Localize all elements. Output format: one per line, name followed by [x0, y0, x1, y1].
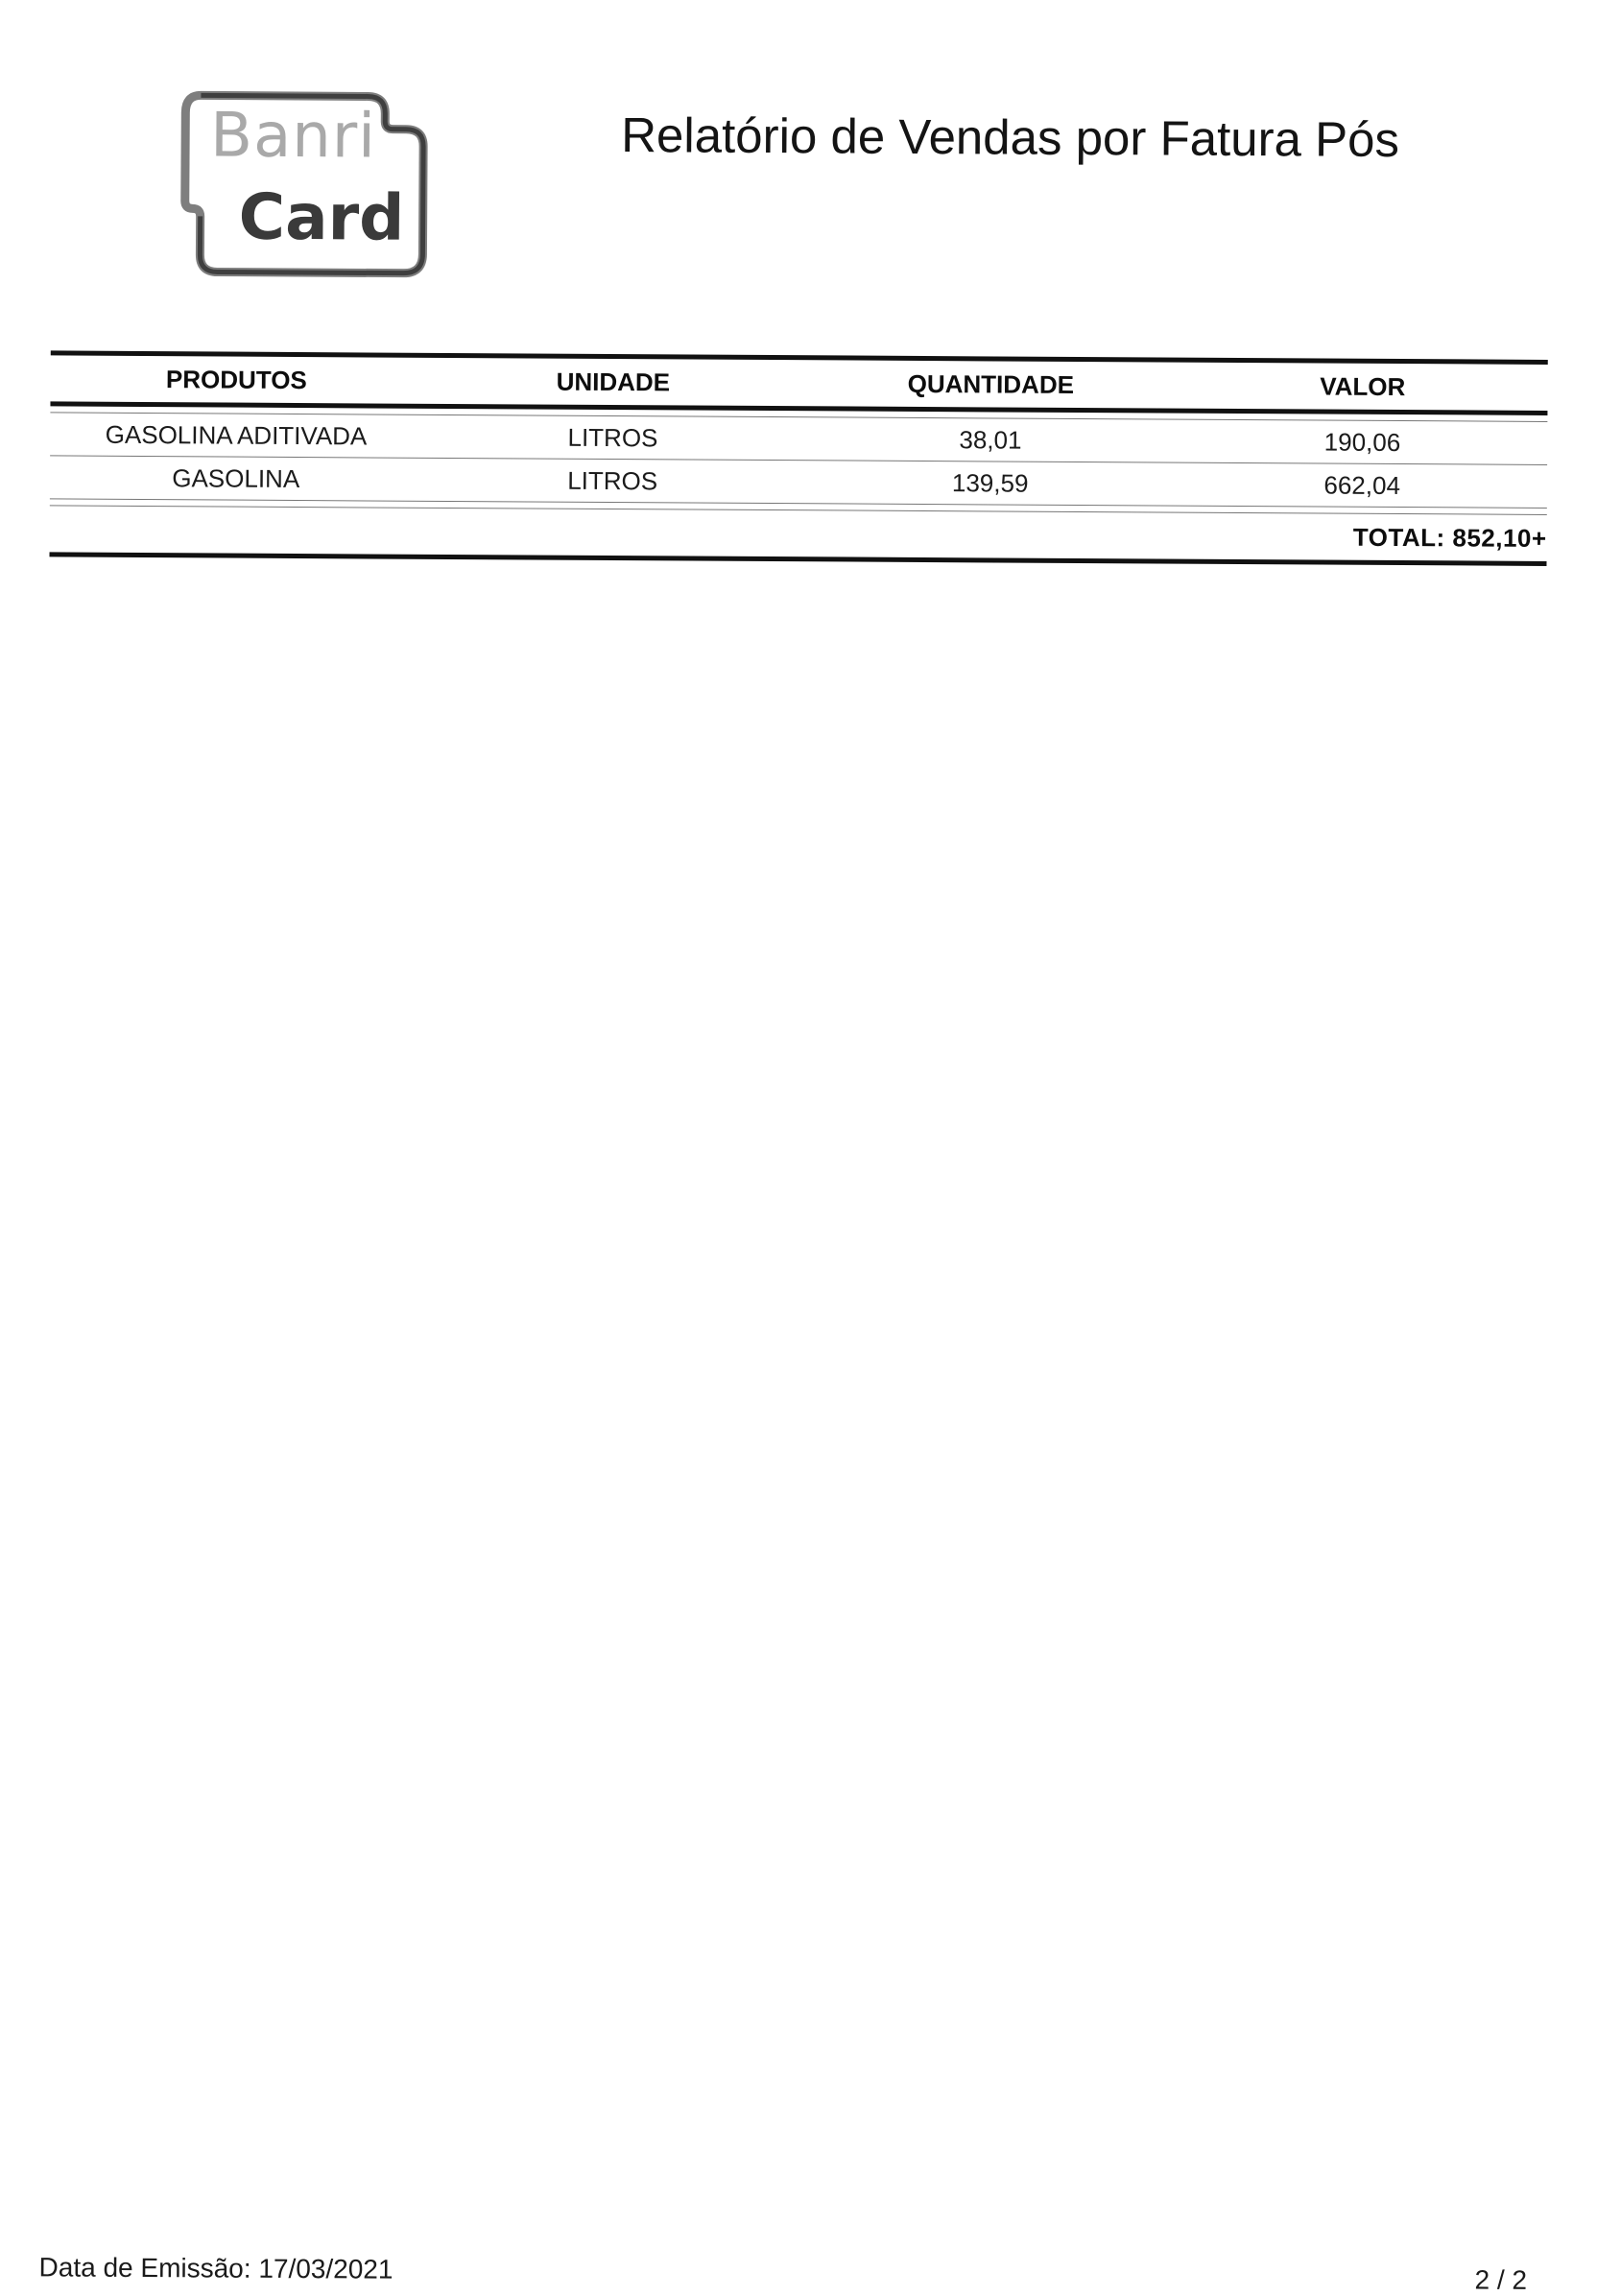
cell-produto: GASOLINA ADITIVADA	[105, 419, 368, 450]
cell-unidade: LITROS	[567, 465, 658, 495]
page-number: 2 / 2	[1474, 2264, 1528, 2295]
cell-valor: 190,06	[1323, 427, 1401, 457]
sales-table	[49, 350, 1547, 566]
total-value: TOTAL: 852,10+	[1352, 522, 1547, 553]
column-header-valor: VALOR	[1320, 371, 1406, 401]
cell-valor: 662,04	[1323, 470, 1401, 500]
cell-quantidade: 139,59	[951, 467, 1029, 498]
logo-text-card: Card	[238, 179, 405, 255]
logo-text-banri: Banri	[209, 100, 377, 173]
cell-unidade: LITROS	[567, 422, 658, 452]
banricard-logo	[179, 87, 431, 281]
column-header-unidade: UNIDADE	[556, 367, 671, 396]
total-row	[50, 506, 1547, 561]
column-header-produtos: PRODUTOS	[165, 364, 307, 394]
cell-quantidade: 38,01	[959, 424, 1022, 455]
emission-date: Data de Emissão: 17/03/2021	[38, 2252, 393, 2284]
cell-produto: GASOLINA	[172, 462, 300, 493]
report-title: Relatório de Vendas por Fatura Pós	[621, 107, 1400, 168]
table-header-row	[50, 355, 1547, 411]
column-header-quantidade: QUANTIDADE	[907, 368, 1075, 399]
